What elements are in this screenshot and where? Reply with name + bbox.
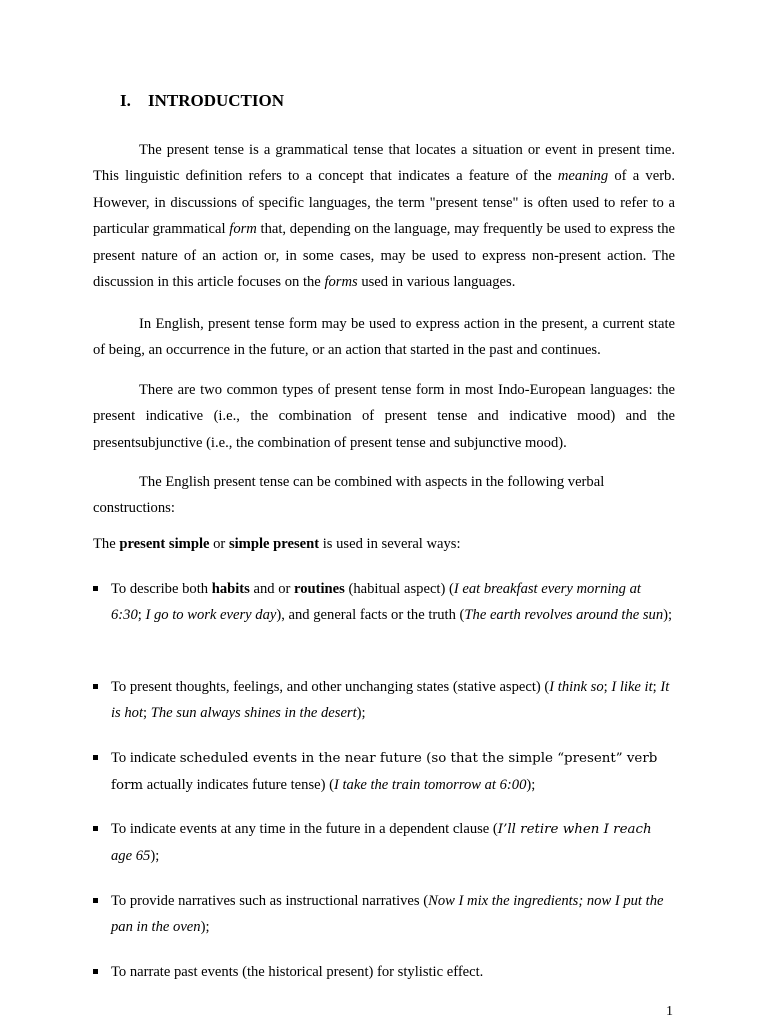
text-run: To provide narratives such as instructional narratives ( (111, 893, 429, 909)
text-run: ; (143, 705, 151, 722)
list-item (93, 816, 675, 870)
text-run: ); (356, 705, 366, 722)
paragraph-text: constructions: (93, 500, 175, 517)
italic-run: I think so (549, 679, 604, 695)
paragraph-english-usage (93, 311, 675, 364)
text-run: The (93, 536, 120, 552)
section-number: I. (120, 91, 131, 110)
bold-run: habits (211, 581, 250, 597)
text-run: ); (150, 848, 160, 865)
italic-run: The earth revolves around the sun (464, 607, 664, 624)
text-run: ); (663, 607, 673, 624)
italic-run: Now I mix the ingredients; now I put the pan in the oven (111, 893, 664, 936)
bullet-marker (93, 684, 98, 689)
paragraph-aspects (93, 469, 675, 522)
text-run: scheduled events in the near future (so that the simple “present” verb form (111, 751, 658, 794)
italic-run: I eat breakfast every morning at 6:30 (111, 581, 641, 624)
paragraph-text: The English present tense can be combined with aspects in the following verbal (139, 474, 605, 490)
text-run: and or (249, 581, 295, 597)
text-run: ); (526, 777, 536, 794)
text-run: or (209, 536, 229, 552)
text-run: actually indicates future tense) ( (143, 777, 334, 794)
text-run: ; (137, 607, 146, 624)
paragraph-two-types (93, 377, 675, 456)
italic-run: forms (324, 274, 358, 291)
italic-run: I like it (611, 679, 653, 695)
text-run: To narrate past events (the historical present) for stylistic effect. (111, 964, 484, 980)
italic-run: It is hot (111, 679, 670, 722)
list-item (93, 745, 675, 800)
text-run: To indicate events at any time in the future in a dependent clause ( (111, 821, 498, 837)
page-number: 1 (666, 1004, 673, 1019)
text-run: ), and general facts or the truth ( (276, 607, 465, 624)
text-run: used in various languages. (357, 274, 516, 291)
text-run: ); (200, 919, 210, 936)
bullet-marker (93, 969, 98, 974)
text-run: The present tense is a grammatical tense that locates a situation or event in present time. This linguistic definition refers to a concept that indicates a feature of the (93, 142, 675, 185)
paragraph-text: In English, present tense form may be used to express action in the present, a current state of being, an occurrence in the future, or an action that started in the past and continues. (93, 316, 675, 359)
italic-run: meaning (557, 168, 609, 185)
text-run: (habitual aspect) ( (344, 581, 454, 597)
italic-run: form (229, 221, 257, 238)
section-title: INTRODUCTION (148, 91, 285, 110)
text-run: To present thoughts, feelings, and other unchanging states (stative aspect) ( (111, 679, 550, 695)
section-heading (120, 91, 284, 111)
list-item (93, 888, 675, 941)
italic-run: I’ll retire when I reach (497, 822, 652, 837)
text-run: To describe both (111, 581, 212, 597)
text-run: To indicate (111, 750, 180, 766)
text-run: is used in several ways: (319, 536, 461, 552)
paragraph-definition (93, 137, 675, 295)
list-item (93, 959, 675, 985)
bullet-marker (93, 586, 98, 591)
italic-run: age 65 (111, 848, 151, 865)
list-item (93, 576, 675, 629)
bullet-marker (93, 755, 98, 760)
italic-run: I take the train tomorrow at 6:00 (333, 777, 527, 794)
italic-run: I go to work every day (145, 607, 277, 624)
paragraph-text: There are two common types of present tense form in most Indo-European languages: the present indicative (i.e., the combination of present tense and indicative mood) and the presentsubjunctive (i.e., the combination of present tense and subjunctive mood). (93, 382, 675, 451)
bullet-marker (93, 826, 98, 831)
text-run: ; (652, 679, 661, 695)
text-run: that, depending on the language, may frequently be used to express the present nature of an action or, in some cases, may be used to express non-present action. The discussion in this article focuses on the (93, 221, 675, 291)
bold-run: present simple (119, 536, 210, 552)
bold-run: simple present (228, 536, 320, 552)
bullet-marker (93, 898, 98, 903)
italic-run: The sun always shines in the desert (150, 705, 357, 722)
paragraph-present-simple (93, 531, 675, 557)
text-run: ; (603, 679, 612, 695)
bold-run: routines (294, 581, 345, 597)
text-run: of a verb. However, in discussions of specific languages, the term "present tense" is often used to refer to a particular grammatical (93, 168, 675, 238)
list-item (93, 674, 675, 727)
